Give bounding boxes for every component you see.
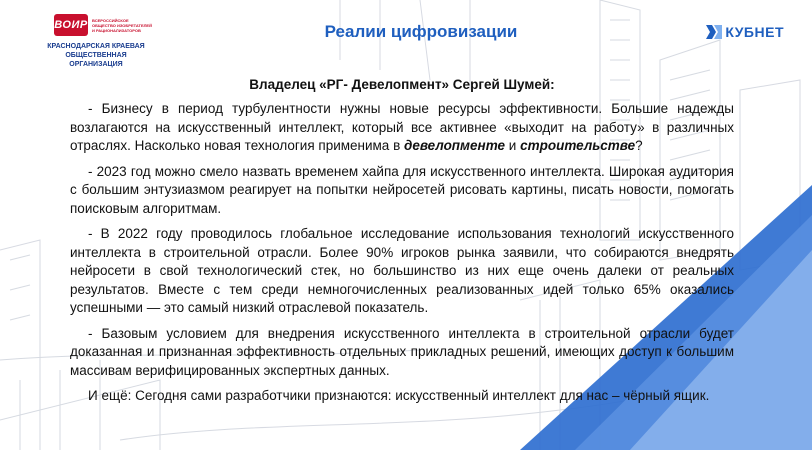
emphasis-development: девелопменте	[404, 138, 506, 153]
paragraph-5: И ещё: Сегодня сами разработчики признаются: искусственный интеллект для нас – чёрный ящик.	[88, 388, 710, 403]
org-name: КРАСНОДАРСКАЯ КРАЕВАЯ ОБЩЕСТВЕННАЯ ОРГАНИЗАЦИЯ	[47, 43, 145, 68]
paragraph-1-text: - Бизнесу в период турбулентности нужны новые ресурсы эффективности. Большие надежды возлагаются на искусственный интеллект, который все активнее «выходит на работу» в различных отраслях. Насколько новая технология применима в	[70, 101, 734, 153]
page-title: Реалии цифровизации	[324, 22, 518, 41]
logo-mark: ВОИР	[54, 14, 88, 36]
paragraph-2: - 2023 год можно смело назвать временем хайпа для искусственного интеллекта. Широкая аудитория с большим энтузиазмом реагирует на попытки нейросетей рисовать картины, писать новости, помогать поисковым алгоритмам.	[70, 163, 734, 216]
logo-small-text: ВСЕРОССИЙСКОЕ ОБЩЕСТВО ИЗОБРЕТАТЕЛЕЙ И РАЦИОНАЛИЗАТОРОВ	[92, 17, 152, 33]
content-heading: Владелец «РГ- Девелопмент» Сергей Шумей:	[249, 77, 555, 92]
paragraph-3: - В 2022 году проводилось глобальное исследование использования технологий искусственного интеллекта в строительной отрасли. Более 90% игроков рынка заявили, что собираются внедрять нейросети в свой технологический стек, но большинство из них еще очень далеки от реальных результатов. Вместе с тем среди немногочисленных реализованных идей только 65% оказались успешными — это самый низкий отраслевой показатель.	[70, 226, 734, 315]
paragraph-1-conjunction: и	[505, 138, 521, 153]
main-content	[70, 77, 734, 413]
emphasis-construction: строительстве	[520, 138, 636, 153]
brand-name: КУБНЕТ	[725, 24, 784, 40]
paragraph-1-end: ?	[635, 138, 643, 153]
paragraph-1	[70, 100, 734, 156]
kubnet-logo	[706, 24, 784, 40]
kubnet-logo-icon	[706, 25, 722, 39]
paragraph-4: - Базовым условием для внедрения искусственного интеллекта в строительной отрасли будет доказанная и признанная эффективность отдельных прикладных решений, имеющих доступ к большим массивам верифицированных экспертных данных.	[70, 325, 734, 378]
